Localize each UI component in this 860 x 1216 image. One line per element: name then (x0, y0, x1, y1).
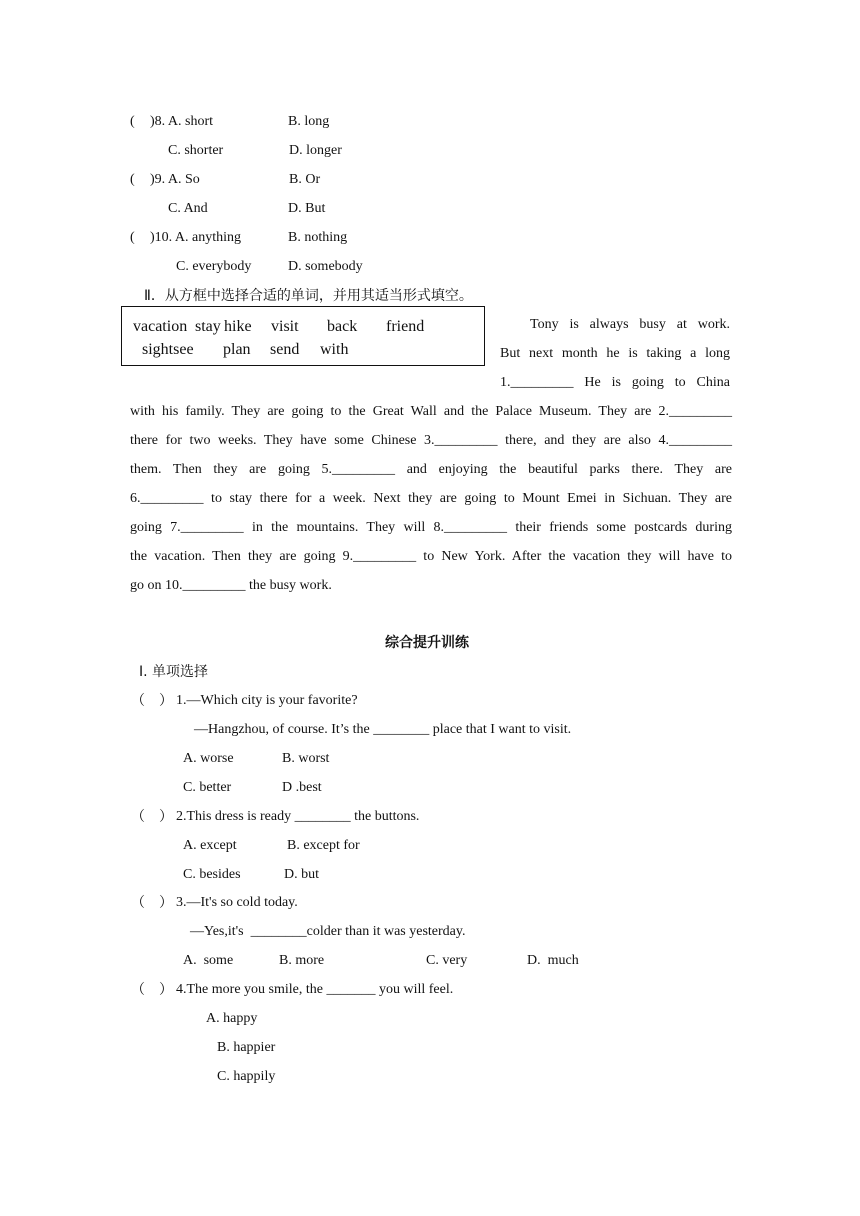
word-hike: hike (224, 318, 252, 335)
q9-option-a: )9. A. So (150, 172, 200, 187)
q4-option-c: C. happily (217, 1069, 276, 1084)
q1-option-d: D .best (282, 780, 322, 795)
q3-option-d: D. much (527, 953, 579, 968)
passage-line-10: go on 10._________ the busy work. (130, 578, 332, 593)
word-friend: friend (386, 318, 425, 335)
word-plan: plan (223, 341, 251, 358)
q8-option-c: C. shorter (168, 143, 224, 158)
q8-bracket: ( (130, 114, 135, 129)
section1-title: Ⅰ. 单项选择 (139, 664, 209, 680)
q10-option-c: C. everybody (176, 259, 252, 274)
q4-bracket: （ ） (131, 982, 173, 998)
word-with: with (320, 341, 349, 358)
passage-line-4: with his family. They are going to the Great Wall and the Palace Museum. They are 2._________ (130, 404, 732, 419)
passage-line-3: 1._________ He is going to China (500, 375, 730, 390)
q8-option-b: B. long (288, 114, 330, 129)
q1-stem: 1.—Which city is your favorite? (176, 693, 358, 708)
passage-line-5: there for two weeks. They have some Chinese 3._________ there, and they are also 4._________ (130, 433, 732, 448)
q10-option-b: B. nothing (288, 230, 348, 245)
passage-line-8: going 7._________ in the mountains. They will 8._________ their friends some postcards during (130, 520, 732, 535)
word-send: send (270, 341, 300, 358)
q2-option-c: C. besides (183, 867, 241, 882)
q9-option-c: C. And (168, 201, 208, 216)
word-stay: stay (195, 318, 221, 335)
q2-option-a: A. except (183, 838, 237, 853)
q9-option-d: D. But (288, 201, 326, 216)
q3-reply: —Yes,it's ________colder than it was yesterday. (190, 924, 466, 939)
q1-option-a: A. worse (183, 751, 234, 766)
q10-bracket: ( (130, 230, 135, 245)
q1-bracket: （ ） (131, 693, 173, 709)
word-box (121, 306, 485, 366)
q1-reply: —Hangzhou, of course. It’s the ________ place that I want to visit. (194, 722, 572, 737)
word-visit: visit (271, 318, 299, 335)
word-back: back (327, 318, 358, 335)
q1-option-c: C. better (183, 780, 232, 795)
passage-line-1: Tony is always busy at work. (530, 317, 730, 332)
passage-line-6: them. Then they are going 5._________ and enjoying the beautiful parks there. They are (130, 462, 732, 477)
q2-option-d: D. but (284, 867, 319, 882)
q1-option-b: B. worst (282, 751, 330, 766)
word-vacation: vacation (133, 318, 188, 335)
passage-line-9: the vacation. Then they are going 9._________ to New York. After the vacation they will have to (130, 549, 732, 564)
q3-stem: 3.—It's so cold today. (176, 895, 298, 910)
q10-option-d: D. somebody (288, 259, 363, 274)
q2-stem: 2.This dress is ready ________ the buttons. (176, 809, 420, 824)
q9-bracket: ( (130, 172, 135, 187)
q3-option-c: C. very (426, 953, 468, 968)
word-sightsee: sightsee (142, 341, 194, 358)
q8-option-d: D. longer (289, 143, 342, 158)
q4-stem: 4.The more you smile, the _______ you will feel. (176, 982, 454, 997)
q2-bracket: （ ） (131, 809, 173, 825)
q2-option-b: B. except for (287, 838, 360, 853)
q9-option-b: B. Or (289, 172, 321, 187)
q3-option-b: B. more (279, 953, 325, 968)
passage-line-2: But next month he is taking a long (500, 346, 730, 361)
q8-option-a: )8. A. short (150, 114, 213, 129)
q4-option-b: B. happier (217, 1040, 276, 1055)
q10-option-a: )10. A. anything (150, 230, 241, 245)
section-heading: 综合提升训练 (385, 635, 469, 651)
section2-title: Ⅱ．从方框中选择合适的单词，并用其适当形式填空。 (144, 288, 473, 304)
q3-bracket: （ ） (131, 895, 173, 911)
passage-line-7: 6._________ to stay there for a week. Next they are going to Mount Emei in Sichuan. They are (130, 491, 732, 506)
q4-option-a: A. happy (206, 1011, 258, 1026)
q3-option-a: A. some (183, 953, 234, 968)
